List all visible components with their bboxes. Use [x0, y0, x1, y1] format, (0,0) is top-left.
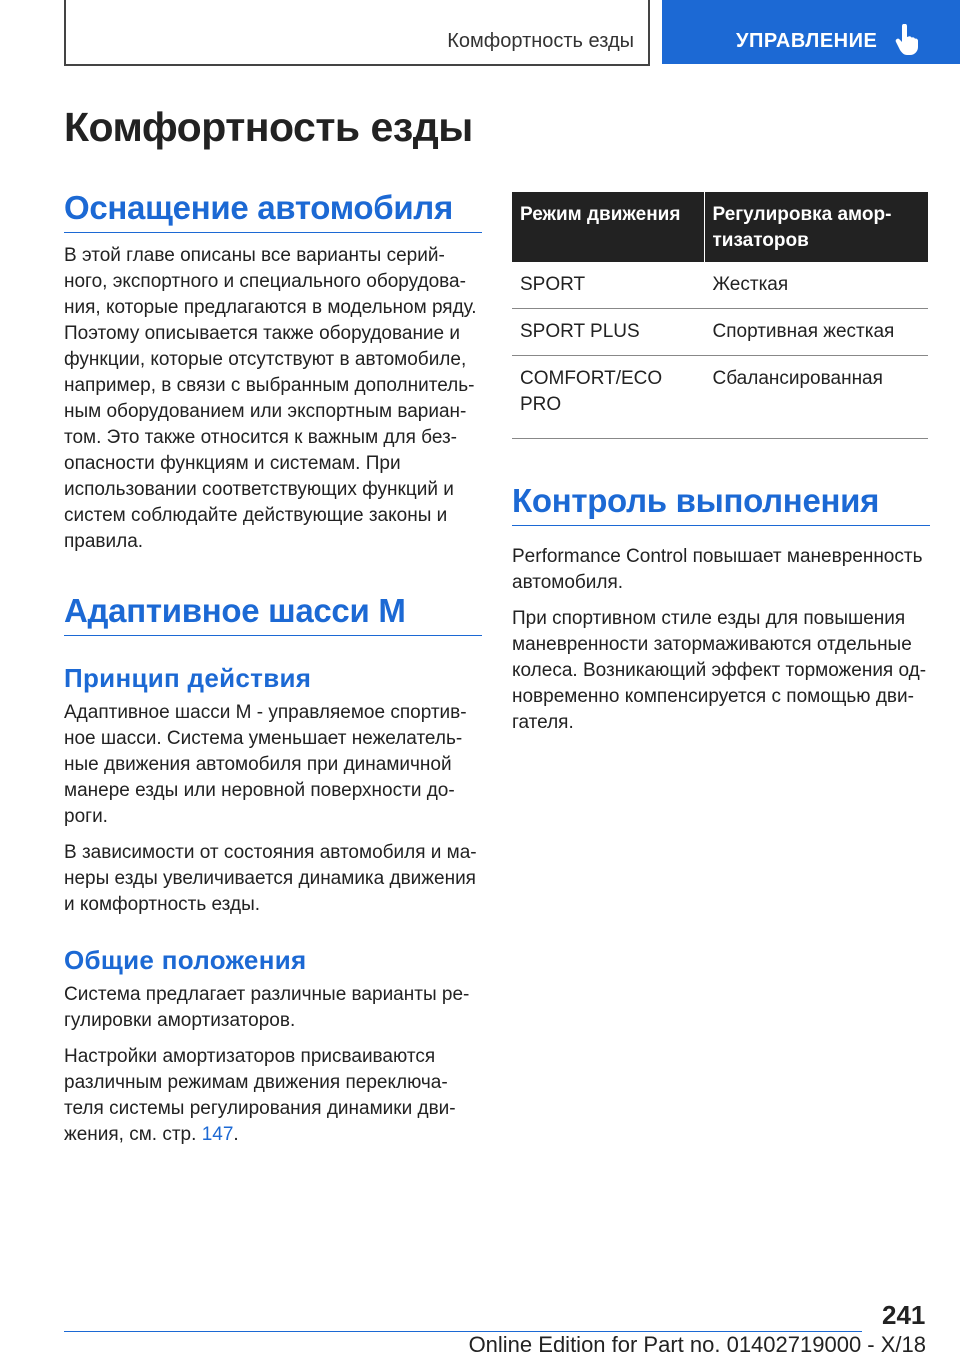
footer-edition: Online Edition for Part no. 01402719000 - X/18	[468, 1332, 926, 1357]
principle-paragraph-2: В зависимости от состояния автомобиля и ма-неры езды увеличивается динамика движения и комфортность езды.	[64, 842, 477, 915]
general-heading: Общие положения	[64, 945, 307, 975]
equipment-heading: Оснащение автомобиля	[64, 188, 482, 233]
page-link-147[interactable]: 147	[201, 1124, 234, 1145]
header-section-box	[64, 0, 650, 66]
table-cell: Спортивная жесткая	[704, 309, 928, 356]
performance-control-paragraph-2: При спортивном стиле езды для повышения маневренности затормаживаются отдельные колеса. Возникающий эффект торможения од-новременно компенсируется с помощью дви-гателя.	[512, 608, 927, 733]
table-row	[512, 309, 928, 356]
header-section-title: Комфортность езды	[447, 30, 634, 52]
general-paragraph-2-end: .	[233, 1124, 239, 1145]
performance-control-heading: Контроль выполнения	[512, 481, 930, 526]
performance-control-paragraph-1: Performance Control повышает маневренность автомобиля.	[512, 546, 923, 593]
table-cell: SPORT	[512, 262, 704, 309]
page-title: Комфортность езды	[64, 104, 473, 150]
principle-paragraph-1: Адаптивное шасси M - управляемое спортив-ное шасси. Система уменьшает нежелатель-ные движения автомобиля при динамичной манере езды или неровной поверхности до-роги.	[64, 702, 467, 827]
left-column	[64, 188, 482, 1148]
damper-settings-table	[512, 192, 928, 439]
general-paragraph-2	[64, 1044, 482, 1148]
table-header-damper: Регулировка амор-тизаторов	[704, 192, 928, 262]
table-cell: COMFORT/ECO PRO	[512, 356, 704, 439]
general-paragraph-2-text: Настройки амортизаторов присваиваются различным режимам движения переключа-теля системы регулирования динамики дви-жения, см. стр.	[64, 1046, 456, 1145]
table-header-row	[512, 192, 928, 262]
header-category-label: УПРАВЛЕНИЕ	[736, 30, 878, 52]
right-column	[512, 192, 930, 736]
principle-heading: Принцип действия	[64, 663, 312, 693]
table-cell: SPORT PLUS	[512, 309, 704, 356]
pointing-hand-icon	[894, 24, 920, 56]
adaptive-suspension-heading: Адаптивное шасси M	[64, 591, 482, 636]
table-cell: Жесткая	[704, 262, 928, 309]
table-row	[512, 356, 928, 439]
header-category-tab[interactable]	[662, 0, 960, 64]
page-number: 241	[882, 1300, 926, 1330]
equipment-text: В этой главе описаны все варианты серий-ного, экспортного и специального оборудова-ния, которые предлагаются в модельном ряду. Поэтому описывается также оборудование и функции, которые отсутствуют в автомобиле, например, в связи с выбранным дополнитель-ным оборудованием или экспортным вариан-том. Это также относится к важным для без-опасности функциям и системам. При использовании соответствующих функций и систем соблюдайте действующие законы и правила.	[64, 245, 477, 552]
table-header-mode: Режим движения	[512, 192, 704, 262]
table-cell: Сбалансированная	[704, 356, 928, 439]
table-row	[512, 262, 928, 309]
general-paragraph-1: Система предлагает различные варианты ре-гулировки амортизаторов.	[64, 984, 470, 1031]
